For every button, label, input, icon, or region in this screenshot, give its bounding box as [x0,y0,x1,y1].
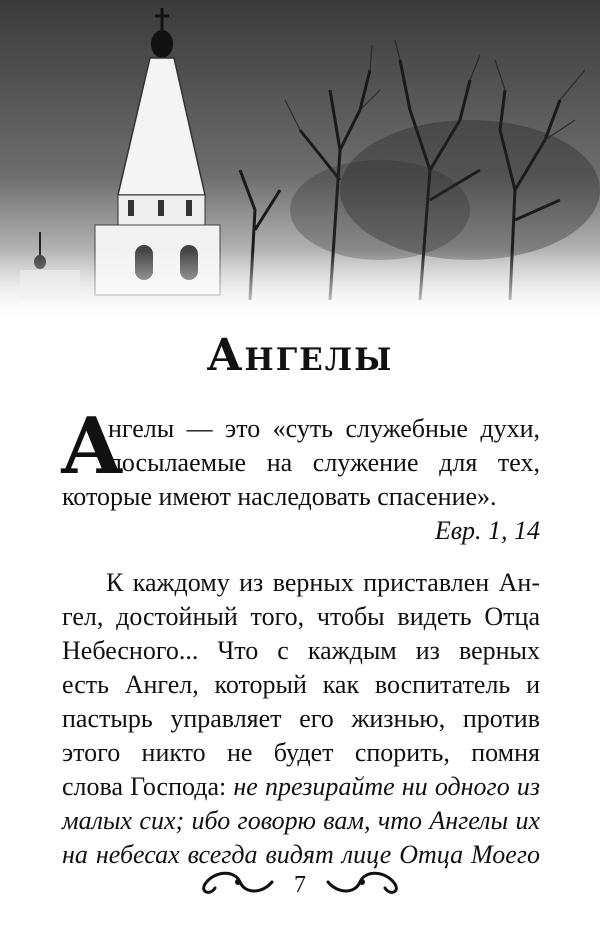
body-line-plain: слова Господа: [62,772,234,801]
body-line: гел, достойный того, чтобы видеть Отца [62,602,540,631]
body-line: этого никто не будет спорить, помня [62,738,540,767]
body-line-italic: на небесах всегда видят лице Отца Моего [62,840,540,869]
body-line-italic: не презирайте ни одного из [233,772,540,801]
body-line: К каждому из верных приставлен Ан- [106,568,540,597]
epigraph-line: посылаемые на служение для тех, [108,448,540,477]
page-number: 7 [294,872,306,898]
epigraph-reference: Евр. 1, 14 [434,516,540,545]
epigraph-line: которые имеют наследовать спасение». [62,482,497,511]
epigraph [62,412,540,548]
body-text [62,566,540,872]
body-line: пастырь управляет его жизнью, против [62,704,540,733]
drop-cap: А [60,401,124,492]
body-line: есть Ангел, который как воспитатель и [62,670,540,699]
body-line [62,770,540,804]
body-line-italic: малых сих; ибо говорю вам, что Ангелы их [62,806,540,835]
page-title: Ангелы [206,330,394,381]
body-line: Небесного... Что с каждым из верных [62,636,540,665]
epigraph-line: нгелы — это «суть служебные духи, [108,414,540,443]
church-landscape-illustration [0,0,600,322]
